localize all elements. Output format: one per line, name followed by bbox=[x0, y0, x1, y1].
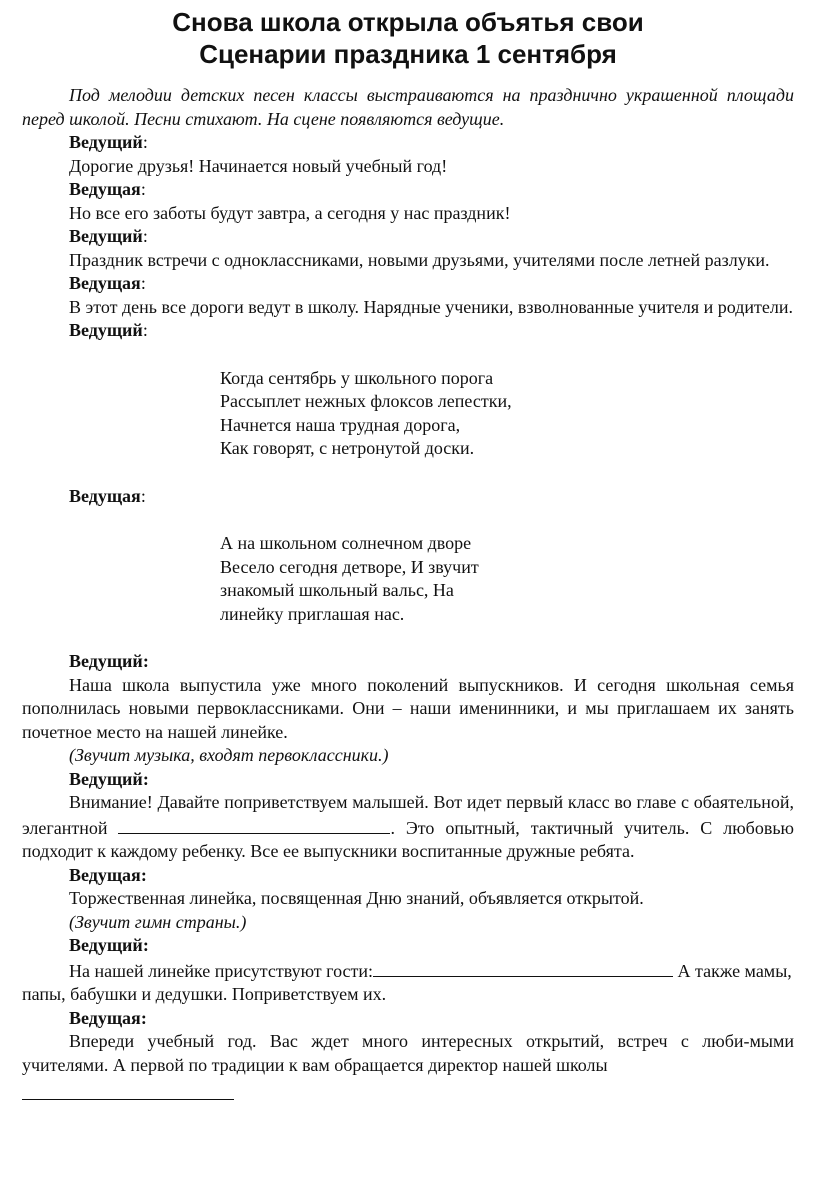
speaker-colon: : bbox=[142, 768, 149, 789]
stage-direction: (Звучит музыка, входят первоклассники.) bbox=[69, 745, 389, 765]
speaker-colon: : bbox=[142, 132, 148, 152]
poem-line: Как говорят, с нетронутой доски. bbox=[220, 438, 475, 458]
speaker-colon: : bbox=[140, 273, 146, 293]
fill-in-blank-guests bbox=[373, 958, 673, 977]
speaker-colon: : bbox=[142, 226, 148, 246]
speaker-name: Ведущая bbox=[69, 179, 141, 199]
speaker-name: Ведущий bbox=[69, 935, 143, 955]
speaker-colon: : bbox=[140, 179, 146, 199]
poem-line: знакомый школьный вальс, На bbox=[220, 580, 454, 600]
speaker-label bbox=[22, 864, 794, 888]
speaker-name: Ведущий bbox=[69, 651, 143, 671]
fill-in-blank-director bbox=[22, 1085, 234, 1100]
intro-stage-direction: Под мелодии детских песен классы выстраиваются на празднично украшенной площади перед школой. Песни стихают. На сцене появляются ведущие. bbox=[22, 85, 794, 129]
fill-in-blank-teacher bbox=[118, 815, 390, 834]
speech-line bbox=[22, 958, 794, 1007]
speech-line: Торжественная линейка, посвященная Дню знаний, объявляется открытой. bbox=[69, 888, 644, 908]
speaker-label bbox=[22, 1007, 794, 1031]
speech-line: Праздник встречи с одноклассниками, новыми друзьями, учителями после летней разлуки. bbox=[69, 249, 770, 270]
speech-line: Наша школа выпустила уже много поколений выпускников. И сегодня школьная семья пополнилась новыми первоклассниками. Они – наши именинники, и мы приглашаем их занять почетное место на нашей линейке. bbox=[22, 674, 794, 742]
title-line-2: Сценарии праздника 1 сентября bbox=[199, 39, 617, 69]
speaker-name: Ведущая bbox=[69, 1007, 141, 1028]
speaker-label bbox=[22, 485, 794, 509]
speaker-label bbox=[22, 225, 794, 249]
speaker-label bbox=[22, 178, 794, 202]
speaker-label bbox=[22, 650, 794, 674]
poem-line: Начнется наша трудная дорога, bbox=[220, 414, 461, 435]
poem-stanza-2 bbox=[220, 532, 794, 626]
speaker-name: Ведущая bbox=[69, 273, 141, 293]
document-title bbox=[22, 6, 794, 70]
speech-line: В этот день все дороги ведут в школу. Нарядные ученики, взволнованные учителя и родители. bbox=[69, 296, 794, 317]
speaker-colon: : bbox=[140, 864, 147, 885]
speaker-colon: : bbox=[140, 1007, 147, 1028]
speaker-name: Ведущий bbox=[69, 320, 143, 340]
stage-direction: (Звучит гимн страны.) bbox=[69, 911, 247, 932]
poem-line: А на школьном солнечном дворе bbox=[220, 533, 472, 553]
speaker-label bbox=[22, 768, 794, 792]
poem-line: Рассыплет нежных флоксов лепестки, bbox=[220, 391, 512, 411]
speech-line: Но все его заботы будут завтра, а сегодня у нас праздник! bbox=[69, 202, 511, 223]
speaker-colon: : bbox=[142, 651, 149, 671]
title-line-1: Снова школа открыла объятья свои bbox=[172, 7, 644, 37]
speech-text: На нашей линейке присутствуют гости: bbox=[69, 960, 374, 981]
speech-line: Впереди учебный год. Вас ждет много интересных открытий, встреч с люби-мыми учителями. А первой по традиции к вам обращается директор нашей школы bbox=[22, 1031, 794, 1075]
speaker-label bbox=[22, 934, 794, 958]
speaker-colon: : bbox=[140, 485, 146, 506]
script-body bbox=[22, 84, 794, 1100]
speaker-colon: : bbox=[142, 320, 148, 340]
speech-text: . Это опытный, тактичный учитель. С любовью подходит к каждому ребенку. Все ее выпускники воспитанные дружные ребята. bbox=[22, 817, 794, 861]
poem-stanza-1 bbox=[220, 367, 794, 461]
poem-line: линейку приглашая нас. bbox=[220, 603, 405, 624]
speech-line: Дорогие друзья! Начинается новый учебный год! bbox=[69, 155, 448, 176]
speech-line bbox=[22, 791, 794, 864]
poem-line: Когда сентябрь у школьного порога bbox=[220, 367, 494, 388]
speech-text: А также мамы, папы, бабушки и дедушки. Поприветствуем их. bbox=[22, 960, 792, 1004]
poem-line: Весело сегодня детворе, И звучит bbox=[220, 556, 479, 577]
speaker-label bbox=[22, 319, 794, 343]
speaker-name: Ведущий bbox=[69, 132, 143, 152]
speaker-name: Ведущий bbox=[69, 226, 143, 246]
speaker-colon: : bbox=[142, 935, 149, 955]
speech-text: Внимание! Давайте поприветствуем малышей. Вот идет первый класс во главе с обаятельной, элегантной bbox=[22, 792, 794, 838]
speaker-label bbox=[22, 272, 794, 296]
speaker-name: Ведущая bbox=[69, 864, 141, 885]
speaker-name: Ведущая bbox=[69, 485, 141, 506]
speaker-name: Ведущий bbox=[69, 768, 143, 789]
document-page bbox=[22, 0, 794, 1100]
speaker-label bbox=[22, 131, 794, 155]
